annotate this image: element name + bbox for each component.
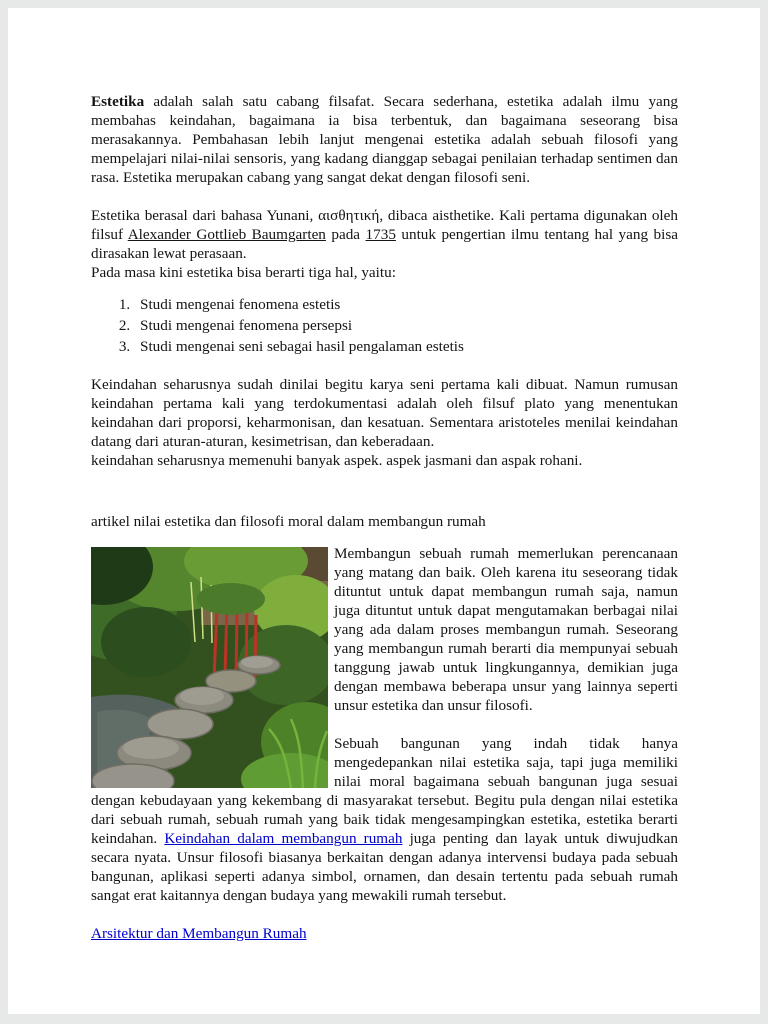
bangunan-text-1: Sebuah bangunan yang indah tidak hanya mengedepankan nilai estetika saja, tapi juga memiliki nilai moral bagaimana sebuah bangunan juga sesuai dengan kebudayaan yang kekembang di masyarakat tersebut. Begitu pula dengan nilai estetika dari sebuah rumah, sebuah rumah yang baik tidak mengesampingkan estetika, estetika berarti keindahan. [91, 735, 678, 847]
origin-text-1: Estetika berasal dari bahasa Yunani, αισθητική, dibaca aisthetike. Kali pertama digunakan oleh filsuf [91, 207, 678, 243]
paragraph-footer-link [91, 924, 678, 943]
term-estetika: Estetika [91, 93, 145, 110]
paragraph-membangun-rumah [91, 544, 678, 715]
garden-photo-graphic [91, 547, 328, 788]
list-item: 2. Studi mengenai fenomena persepsi [134, 316, 678, 335]
meanings-list [91, 295, 678, 356]
paragraph-three-meanings-lead: Pada masa kini estetika bisa berarti tiga hal, yaitu: [91, 264, 396, 281]
garden-photo [91, 547, 328, 788]
document-page [8, 8, 760, 1014]
paragraph-membangun-text: Membangun sebuah rumah memerlukan perencanaan yang matang dan baik. Oleh karena itu seseorang tidak dituntut untuk dapat membangun rumah saja, namun juga dituntut untuk dapat mengutamakan berbagai nilai yang ada dalam proses membangun rumah. Seseorang yang membangun rumah berarti dia mempunyai sebuah tanggung jawab untuk lingkungannya, demikian juga dengan membawa beberapa unsur yang lainnya seperti unsur estetika dan unsur filosofi. [334, 545, 678, 714]
paragraph-intro-text: adalah salah satu cabang filsafat. Secara sederhana, estetika adalah ilmu yang membahas keindahan, bagaimana ia bisa terbentuk, dan bagaimana seseorang bisa merasakannya. Pembahasan lebih lanjut mengenai estetika adalah sebuah filosofi yang mempelajari nilai-nilai sensoris, yang kadang dianggap sebagai penilaian terhadap sentimen dan rasa. Estetika merupakan cabang yang sangat dekat dengan filosofi seni. [91, 93, 678, 186]
paragraph-origin [91, 206, 678, 263]
paragraph-intro [91, 92, 678, 187]
paragraph-keindahan: Keindahan seharusnya sudah dinilai begitu karya seni pertama kali dibuat. Namun rumusan keindahan pertama kali yang terdokumentasi adalah oleh filsuf plato yang menentukan keindahan dari proporsi, keharmonisan, dan kesatuan. Sementara aristoteles menilai keindahan datang dari aturan-aturan, kesimetrisan, dan keberadaan. [91, 376, 678, 450]
bangunan-text-2: juga penting dan layak untuk diwujudkan secara nyata. Unsur filosofi biasanya berkaitan dengan adanya intervensi budaya pada sebuah bangunan, aplikasi seperti adanya simbol, ornamen, dan desain tertentu pada sebuah rumah sangat erat kaitannya dengan budaya yang mewakili rumah tersebut. [91, 830, 678, 904]
origin-text-3: untuk pengertian ilmu tentang hal yang bisa dirasakan lewat perasaan. [91, 226, 679, 262]
paragraph-article-title: artikel nilai estetika dan filosofi moral dalam membangun rumah [91, 513, 486, 530]
link-1735[interactable]: 1735 [365, 226, 396, 243]
paragraph-aspek: keindahan seharusnya memenuhi banyak aspek. aspek jasmani dan aspak rohani. [91, 452, 583, 469]
link-arsitektur-membangun-rumah[interactable]: Arsitektur dan Membangun Rumah [91, 925, 307, 942]
list-item: 3. Studi mengenai seni sebagai hasil pengalaman estetis [134, 337, 678, 356]
link-keindahan-membangun-rumah[interactable]: Keindahan dalam membangun rumah [164, 830, 403, 847]
list-item: 1. Studi mengenai fenomena estetis [134, 295, 678, 314]
origin-text-2: pada [325, 226, 366, 243]
link-baumgarten[interactable]: Alexander Gottlieb Baumgarten [127, 226, 326, 243]
